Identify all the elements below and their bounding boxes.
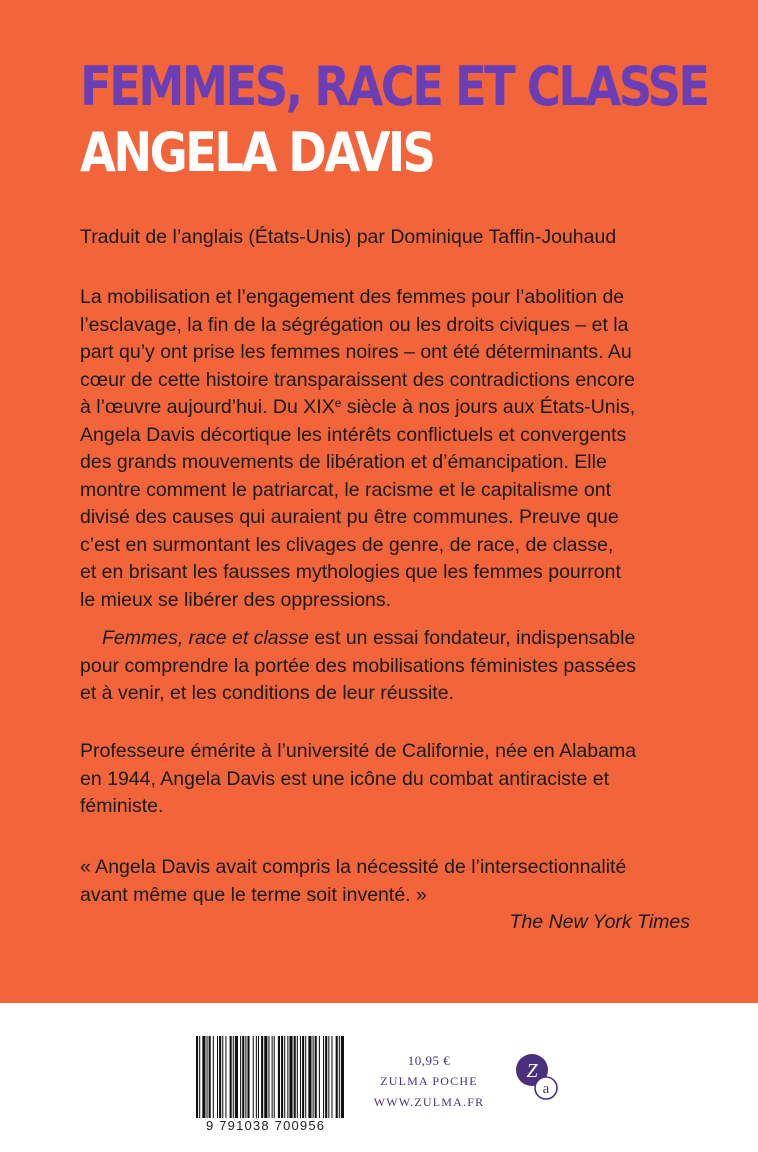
barcode-bar [233, 1036, 234, 1118]
barcode-bar [319, 1036, 320, 1118]
barcode-bar [240, 1036, 241, 1118]
barcode-bar [207, 1036, 208, 1118]
barcode-bar [222, 1036, 223, 1118]
barcode-bar [202, 1036, 205, 1118]
publisher-info [358, 1050, 500, 1113]
barcode-bar [305, 1036, 306, 1118]
barcode [194, 1036, 344, 1118]
blurb-line [80, 625, 690, 653]
quote-source: The New York Times [509, 911, 690, 933]
logo-letter-a: a [542, 1081, 550, 1097]
barcode-bar [315, 1036, 317, 1118]
quote-line: « Angela Davis avait compris la nécessité de l’intersectionnalité [80, 856, 627, 878]
barcode-bar [313, 1036, 314, 1118]
blurb-line [80, 394, 690, 422]
blurb-line: et en brisant les fausses mythologies que les femmes pourront [80, 561, 621, 583]
barcode-bar [219, 1036, 221, 1118]
blurb-line: et à venir, et les conditions de leur réussite. [80, 682, 454, 704]
bio-line: Professeure émérite à l’université de Californie, née en Alabama [80, 740, 637, 762]
barcode-number: 9 791038 700956 [206, 1118, 326, 1133]
price: 10,95 € [407, 1053, 451, 1068]
blurb-line: pour comprendre la portée des mobilisations féministes passées [80, 654, 637, 677]
blurb-line: part qu’y ont prise les femmes noires – ont été déterminants. Au [80, 341, 632, 363]
publisher-website: WWW.ZULMA.FR [373, 1095, 485, 1109]
barcode-bar [336, 1036, 338, 1118]
barcode-bar [209, 1036, 211, 1118]
barcode-bar [331, 1036, 332, 1118]
barcode-bar [297, 1036, 298, 1118]
barcode-bar [245, 1036, 246, 1118]
barcode-bar [287, 1036, 288, 1118]
blurb-fragment: siècle à nos jours aux États-Unis, [341, 396, 636, 418]
barcode-bar [235, 1036, 238, 1118]
barcode-bar [323, 1036, 324, 1118]
bio-line: féministe. [80, 795, 164, 817]
blurb-line: des grands mouvements de libération et d’émancipation. Elle [80, 451, 607, 473]
bio-line: en 1944, Angela Davis est une icône du combat antiraciste et [80, 767, 610, 790]
barcode-bar [278, 1036, 280, 1118]
barcode-bar [230, 1036, 232, 1118]
blurb-fragment: est un essai fondateur, indispensable [308, 627, 636, 649]
barcode-bar [284, 1036, 285, 1118]
barcode-bar [264, 1036, 267, 1118]
barcode-bar [274, 1036, 275, 1118]
blurb-line: montre comment le patriarcat, le racisme et le capitalisme ont [80, 478, 612, 501]
book-author: ANGELA DAVIS [80, 121, 434, 184]
blurb-paragraph-2 [80, 625, 690, 708]
barcode-bar [281, 1036, 283, 1118]
barcode-bar [300, 1036, 301, 1118]
blurb-line: l’esclavage, la fin de la ségrégation ou les droits civiques – et la [80, 313, 629, 336]
blurb-line: divisé des causes qui auraient pu être communes. Preuve que [80, 506, 619, 528]
barcode-bar [308, 1036, 311, 1118]
barcode-bar [256, 1036, 257, 1118]
barcode-bar [253, 1036, 254, 1118]
century-suffix: e [334, 396, 342, 410]
barcode-bar [289, 1036, 292, 1118]
barcode-bar [217, 1036, 218, 1118]
barcode-bar [261, 1036, 263, 1118]
barcode-bar [247, 1036, 249, 1118]
blurb-line: le mieux se libérer des oppressions. [80, 588, 392, 611]
barcode-bar [302, 1036, 304, 1118]
blurb-line: Angela Davis décortique les intérêts conflictuels et convergents [80, 423, 627, 446]
barcode-bar [339, 1036, 340, 1118]
translator-credit: Traduit de l’anglais (États-Unis) par Dominique Taffin-Jouhaud [80, 226, 617, 248]
barcode-bar [225, 1036, 226, 1118]
century-numeral: XIX [303, 396, 335, 418]
barcode-bar [242, 1036, 244, 1118]
book-title-italic: Femmes, race et classe [102, 627, 309, 649]
barcode-bar [272, 1036, 273, 1118]
blurb-line: c’est en surmontant les clivages de genre, de race, de classe, [80, 533, 614, 556]
barcode-bar [199, 1036, 200, 1118]
book-title: FEMMES, RACE ET CLASSE [80, 55, 708, 118]
barcode-bar [196, 1036, 198, 1118]
collection-name: ZULMA POCHE [380, 1074, 478, 1088]
barcode-bar [294, 1036, 296, 1118]
barcode-bar [328, 1036, 329, 1118]
blurb-fragment: à l’œuvre aujourd’hui. Du [80, 396, 304, 418]
blurb-line: La mobilisation et l’engagement des femmes pour l’abolition de [80, 286, 625, 308]
barcode-bar [268, 1036, 269, 1118]
barcode-bar [213, 1036, 214, 1118]
logo-letter-z: Z [526, 1060, 538, 1082]
barcode-bar [325, 1036, 327, 1118]
blurb-line: cœur de cette histoire transparaissent des contradictions encore [80, 368, 635, 391]
blurb-paragraph-1 [80, 284, 690, 614]
author-bio [80, 738, 690, 821]
zulma-logo-icon [510, 1046, 566, 1106]
quote-line: avant même que le terme soit inventé. » [80, 883, 427, 906]
barcode-bar [341, 1036, 344, 1118]
barcode-bar [258, 1036, 259, 1118]
press-quote [80, 854, 690, 937]
